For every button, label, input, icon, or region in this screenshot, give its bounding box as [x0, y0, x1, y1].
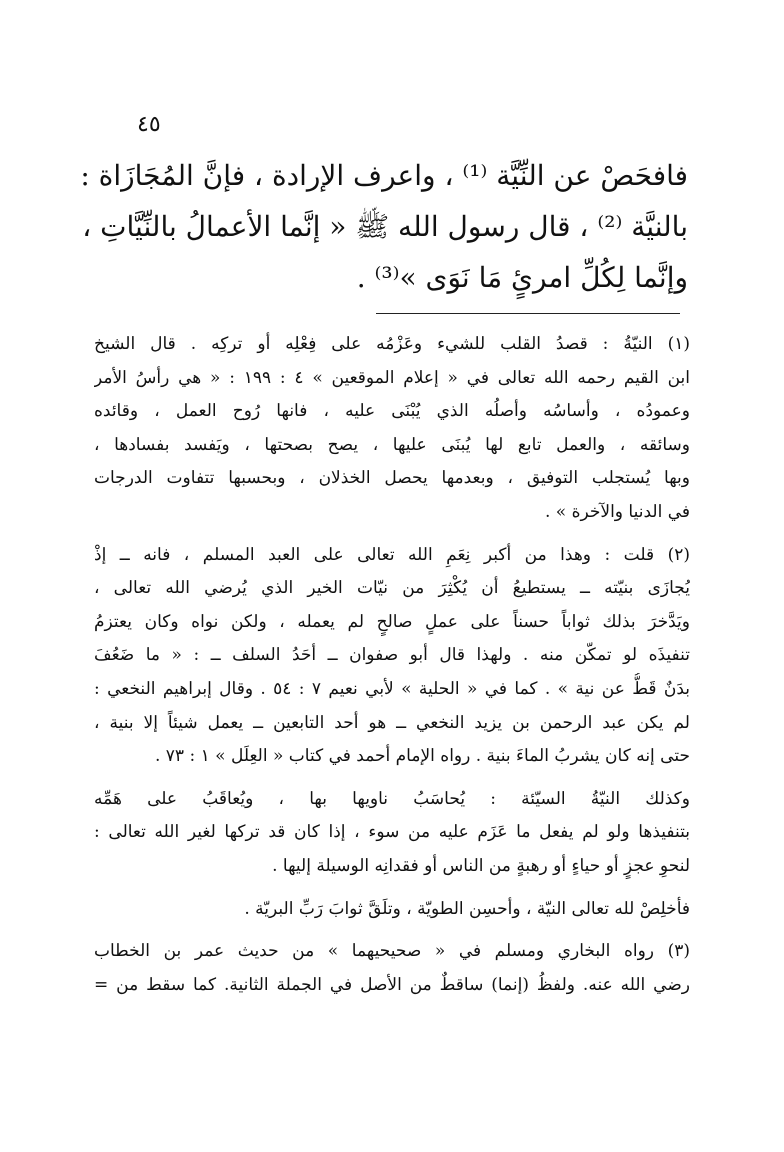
footnote-3-line: رضي الله عنه. ولفظُ (إنما) ساقطٌ من الأصل في الجملة الثانية. كما سقط من =: [94, 974, 690, 995]
footnote-1-line: (١) النيّةُ : قصدُ القلب للشيء وعَزْمُه على فِعْلِه أو تركِه . قال الشيخ: [94, 334, 690, 354]
footnote-1-line: في الدنيا والآخرة » .: [544, 501, 690, 522]
footnotes: [94, 328, 690, 1002]
footnote-3-line: (٣) رواه البخاري ومسلم في « صحيحيهما » من حديث عمر بن الخطاب: [94, 941, 690, 962]
footnote-divider: [376, 313, 680, 314]
footnote-2c-line: فأخلِصْ لله تعالى النيّة ، وأحسِن الطويّة ، وتلَقَّ ثوابَ رَبِّ البريّة .: [244, 898, 690, 919]
paragraph-gap: [94, 884, 690, 893]
footnote-1-line: ابن القيم رحمه الله تعالى في « إعلام الموقعين » ٤ : ١٩٩ : « هي رأسُ الأمر: [94, 367, 690, 388]
footnote-2-line: بدَنٌ قَطُّ عن نية » . كما في « الحلية » لأبي نعيم ٧ : ٥٤ . وقال إبراهيم النخعي :: [94, 678, 690, 699]
footnote-2b-line: لنحوِ عجزٍ أو حياءٍ أو رهبةٍ من الناس أو فقدانِه الوسيلة إليها .: [272, 855, 690, 876]
footnote-1-line: وعمودُه ، وأساسُه وأصلُه الذي يُبْنَى عليه ، فانها رُوح العمل ، وقائده: [94, 401, 690, 422]
paragraph-gap: [94, 774, 690, 783]
main-text-line: فافحَصْ عن النِّيَّة ⁽¹⁾ ، واعرف الإرادة ، فإنَّ المُجَازَاة :: [80, 159, 688, 192]
page-number: ٤٥: [137, 112, 161, 137]
paragraph-gap: [94, 926, 690, 935]
footnote-1-line: وبها يُستجلب التوفيق ، وبعدمها يحصل الخذلان ، وبحسبها تتفاوت الدرجات: [94, 468, 690, 489]
footnote-2-line: تنفيذَه لو تمكّن منه . ولهذا قال أبو صفوان ــ أحَدُ السلف ــ : « ما ضَعُفَ: [94, 645, 690, 666]
main-text-line: وإنَّما لِكُلِّ امرئٍ مَا نَوَى »⁽³⁾ .: [356, 261, 688, 294]
footnote-2-line: ويَدَّخرَ بذلك ثواباً حسناً على عملٍ صالحٍ لم يعمله ، ولكن نواه وكان يعتزمُ: [94, 611, 690, 632]
footnote-2b-line: وكذلك النيّةُ السيّئة : يُحاسَبُ ناويها بها ، ويُعاقَبُ على هَمِّه: [94, 788, 690, 809]
footnote-2-line: لم يكن عبد الرحمن بن يزيد النخعي ــ هو أحد التابعين ــ يعمل شيئاً إلا بنية ،: [94, 712, 690, 733]
footnote-2-line: (٢) قلت : وهذا من أكبر نِعَمِ الله تعالى على العبد المسلم ، فانه ــ إذْ: [94, 544, 690, 565]
paragraph-gap: [94, 530, 690, 539]
footnote-1-line: وسائقه ، والعمل تابع لها يُبنَى عليها ، يصح بصحتها ، ويَفسد بفسادها ،: [94, 434, 690, 455]
footnote-2-line: يُجازَى بنيّته ــ يستطيعُ أن يُكْثِرَ من نيّات الخير الذي يُرضي الله تعالى ،: [94, 578, 690, 599]
footnote-2b-line: بتنفيذها ولو لم يفعل ما عَزَم عليه من سوء ، إذا كان قد تركها لغير الله تعالى :: [94, 822, 690, 843]
main-text-line: بالنيَّة ⁽²⁾ ، قال رسول الله ﷺ « إنَّما الأعمالُ بالنِّيَّاتِ ،: [82, 210, 688, 243]
main-text: [80, 150, 688, 303]
footnote-2-line: حتى إنه كان يشربُ الماءَ بنية . رواه الإمام أحمد في كتاب « العِلَل » ١ : ٧٣ .: [154, 746, 690, 767]
